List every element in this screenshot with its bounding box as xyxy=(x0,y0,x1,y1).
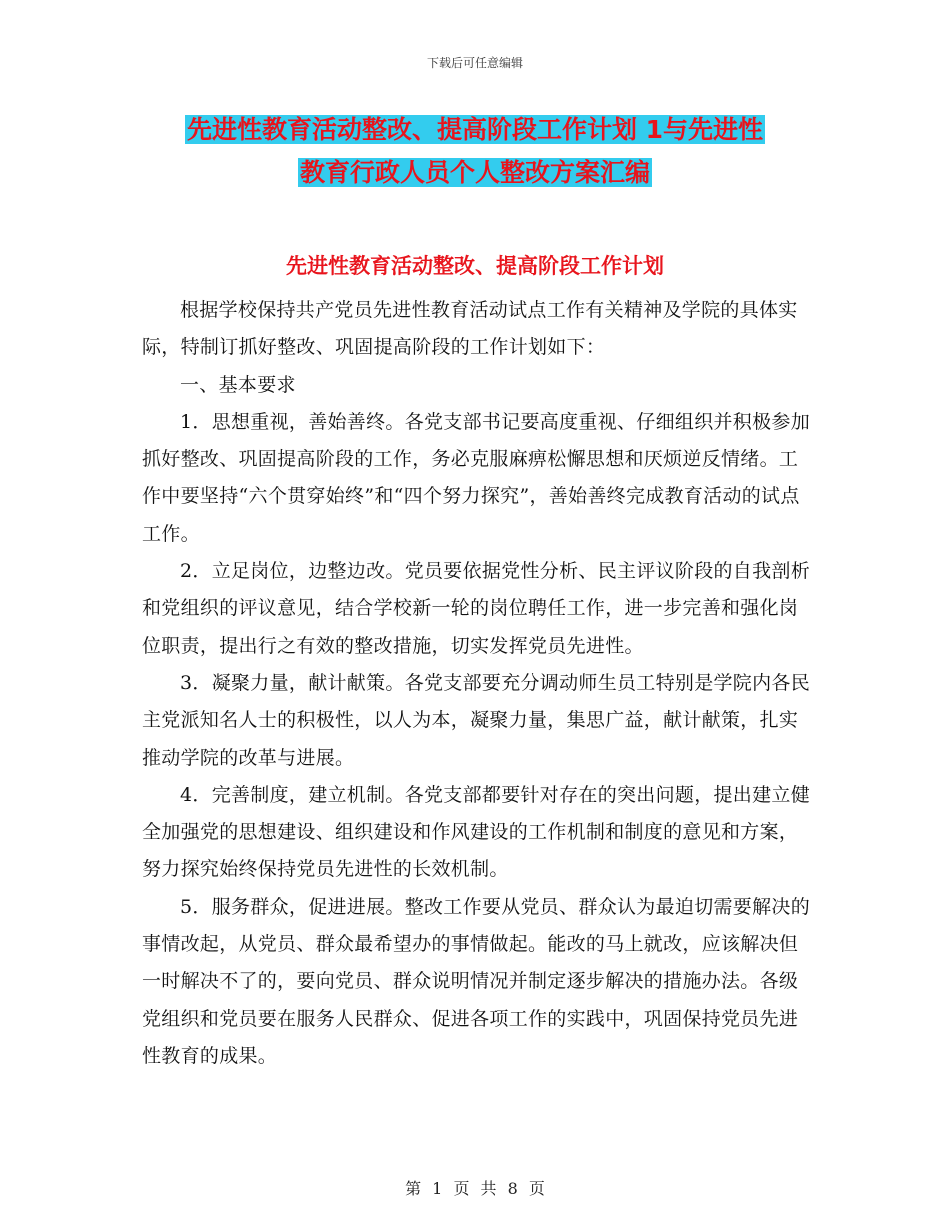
paragraph-item-1: 1．思想重视，善始善终。各党支部书记要高度重视、仔细组织并积极参加抓好整改、巩固提高阶段的工作，务必克服麻痹松懈思想和厌烦逆反情绪。工作中要坚持“六个贯穿始终”和“四个努力探究”，善始善终完成教育活动的试点工作。 xyxy=(142,410,810,545)
title-line-2: 教育行政人员个人整改方案汇编 xyxy=(299,158,650,187)
section-title: 先进性教育活动整改、提高阶段工作计划 xyxy=(286,254,664,278)
page-number-footer: 第 1 页 共 8 页 xyxy=(405,1179,545,1198)
title-line-1: 先进性教育活动整改、提高阶段工作计划 1与先进性 xyxy=(186,115,764,144)
paragraph-item-3: 3．凝聚力量，献计献策。各党支部要充分调动师生员工特别是学院内各民主党派知名人士的积极性，以人为本，凝聚力量，集思广益，献计献策，扎实推动学院的改革与进展。 xyxy=(142,671,810,769)
paragraph-item-5: 5．服务群众，促进进展。整改工作要从党员、群众认为最迫切需要解决的事情改起，从党员、群众最希望办的事情做起。能改的马上就改，应该解决但一时解决不了的，要向党员、群众说明情况并制定逐步解决的措施办法。各级党组织和党员要在服务人民群众、促进各项工作的实践中，巩固保持党员先进性教育的成果。 xyxy=(142,895,810,1067)
header-note: 下载后可任意编辑 xyxy=(426,56,523,70)
paragraph-heading-basic-requirements: 一、基本要求 xyxy=(180,373,296,396)
body-text xyxy=(142,292,810,1075)
document-title xyxy=(0,108,950,194)
paragraph-item-2: 2．立足岗位，边整边改。党员要依据党性分析、民主评议阶段的自我剖析和党组织的评议意见，结合学校新一轮的岗位聘任工作，进一步完善和强化岗位职责，提出行之有效的整改措施，切实发挥党员先进性。 xyxy=(142,560,810,657)
paragraph-item-4: 4．完善制度，建立机制。各党支部都要针对存在的突出问题，提出建立健全加强党的思想建设、组织建设和作风建设的工作机制和制度的意见和方案，努力探究始终保持党员先进性的长效机制。 xyxy=(142,783,810,881)
paragraph-intro: 根据学校保持共产党员先进性教育活动试点工作有关精神及学院的具体实际，特制订抓好整改、巩固提高阶段的工作计划如下： xyxy=(142,299,798,359)
